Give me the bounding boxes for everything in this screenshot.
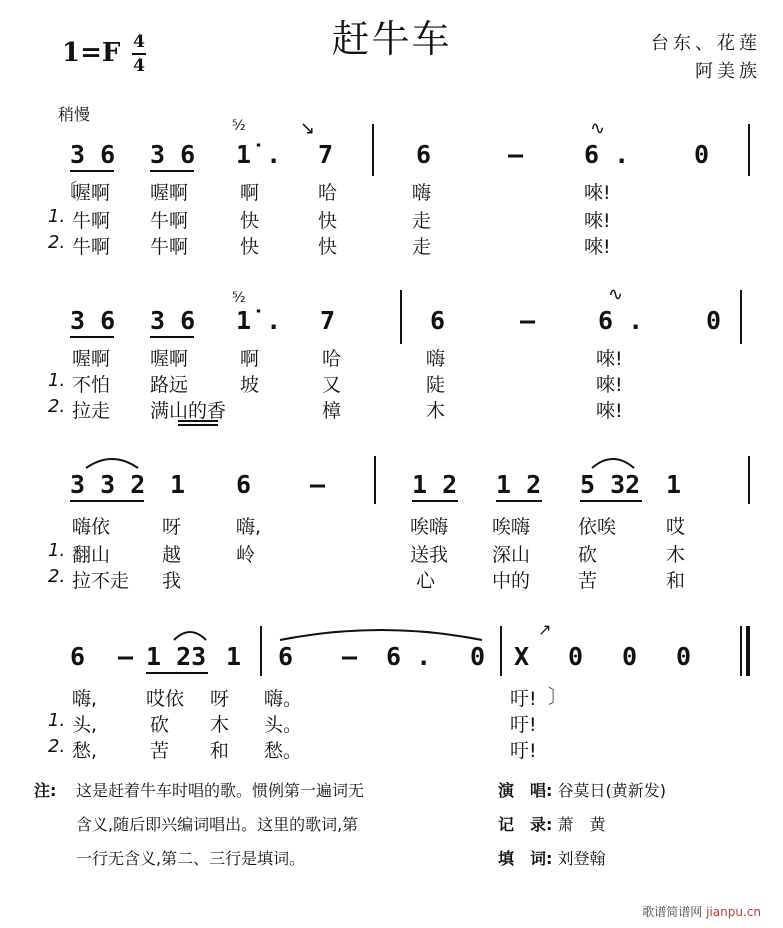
note: 3 6 (70, 306, 116, 335)
note: 7 (320, 306, 336, 335)
verse-label: 1. (48, 206, 66, 227)
footnote-line: 这是赶着牛车时唱的歌。惯例第一遍词无 (76, 781, 365, 800)
note: 3 6 (150, 306, 196, 335)
note: 6 . (386, 642, 432, 671)
time-sig-bottom: 4 (133, 56, 145, 76)
note: 1 23 (146, 642, 207, 671)
origin (651, 30, 761, 86)
lyric: 和 (210, 740, 230, 762)
watermark (642, 903, 761, 920)
note: 5 32 (580, 470, 641, 499)
lyric: 嗨。 (264, 688, 303, 710)
verse-label: 1. (48, 540, 66, 561)
lyric: 牛啊 (150, 210, 189, 232)
lyric: 唻! (596, 374, 623, 396)
lyric: 砍 (578, 544, 598, 566)
lyric: 牛啊 (150, 236, 189, 258)
note: 1̇ . (236, 306, 282, 335)
origin-people: 阿美族 (695, 61, 761, 82)
verse-label: 1. (48, 710, 66, 731)
lyric: 呀 (210, 688, 230, 710)
lyric: 快 (240, 210, 260, 232)
lyric: 吁! (510, 714, 537, 736)
lyric: 头, (72, 714, 98, 736)
note: 1 2 (412, 470, 458, 499)
lyric: 翻山 (72, 544, 111, 566)
note: 0 (706, 306, 722, 335)
note: 6 (70, 642, 86, 671)
slide-mark-icon: ↘ (300, 118, 316, 139)
lyric: 中的 (492, 570, 531, 592)
lyric: 喔啊 (72, 182, 111, 204)
lyric: 唉嗨 (410, 516, 449, 538)
lyric: 哈 (318, 182, 338, 204)
lyric: 砍 (150, 714, 170, 736)
lyric: 哎依 (146, 688, 185, 710)
lyric: 吁! (510, 688, 537, 710)
note: 6 (236, 470, 252, 499)
verse-label: 2. (48, 736, 66, 757)
lyric: 唻! (584, 236, 611, 258)
lyric: 嗨, (72, 688, 98, 710)
lyric: 唻! (596, 348, 623, 370)
credit-label: 演 唱: (498, 781, 553, 800)
lyric: 嗨依 (72, 516, 111, 538)
trill-icon: ∿ (590, 118, 606, 139)
lyric: 拉走 (72, 400, 111, 422)
lyric: 喔啊 (72, 348, 111, 370)
lyric: 愁, (72, 740, 98, 762)
note: 1 (170, 470, 186, 499)
lyric: 快 (318, 236, 338, 258)
lyric: 走 (412, 236, 432, 258)
lyric: 深山 (492, 544, 531, 566)
note: 1 2 (496, 470, 542, 499)
note: 6 . (584, 140, 630, 169)
lyric: 唉嗨 (492, 516, 531, 538)
lyric: 呀 (162, 516, 182, 538)
note: X (514, 642, 530, 671)
grace-mark: ⁵⁄₂ (232, 290, 246, 306)
note: 0 (568, 642, 584, 671)
note: – (342, 642, 358, 671)
lyric: 木 (666, 544, 686, 566)
note: 7 (318, 140, 334, 169)
lyric: 苦 (578, 570, 598, 592)
credit-value: 刘登翰 (557, 849, 606, 868)
note-label: 注: (34, 781, 57, 800)
slur-icon (82, 450, 142, 470)
credit-label: 记 录: (498, 815, 553, 834)
note: 6 (416, 140, 432, 169)
note: 0 (694, 140, 710, 169)
credit-label: 填 词: (498, 849, 553, 868)
credits (498, 774, 666, 876)
note: – (118, 642, 134, 671)
credit-value: 谷莫日(黄新发) (557, 781, 666, 800)
lyric: 送我 (410, 544, 449, 566)
note: 1 (666, 470, 682, 499)
lyric: 陡 (426, 374, 446, 396)
lyric: 和 (666, 570, 686, 592)
lyric: 我 (162, 570, 182, 592)
lyric: 快 (240, 236, 260, 258)
note: 3 3 2 (70, 470, 146, 499)
verse-label: 2. (48, 232, 66, 253)
slur-icon (588, 450, 638, 470)
lyric: 吁! (510, 740, 537, 762)
footnote-line: 一行无含义,第二、三行是填词。 (76, 849, 306, 868)
trill-icon: ∿ (608, 284, 624, 305)
note: – (508, 140, 524, 169)
lyric: 啊 (240, 348, 260, 370)
lyric: 越 (162, 544, 182, 566)
lyric: 快 (318, 210, 338, 232)
slur-icon (170, 624, 210, 642)
lyric: 喔啊 (150, 182, 189, 204)
credit-value: 萧 黄 (557, 815, 606, 834)
grace-mark: ⁵⁄₂ (232, 118, 246, 134)
tempo-marking: 稍慢 (58, 105, 91, 124)
lyric: 岭 (236, 544, 256, 566)
note: – (310, 470, 326, 499)
lyric: 嗨 (426, 348, 446, 370)
lyric: 走 (412, 210, 432, 232)
breath-mark-icon: ↗ (538, 620, 552, 639)
note: 3 6 (150, 140, 196, 169)
note: 1 (226, 642, 242, 671)
note: 3 6 (70, 140, 116, 169)
lyric: 樟 (322, 400, 342, 422)
note: 0 (676, 642, 692, 671)
watermark-url: jianpu.cn (706, 905, 761, 919)
note: 6 (430, 306, 446, 335)
key-signature: 1=F (62, 38, 121, 68)
lyric: 唻! (596, 400, 623, 422)
lyric: 嗨 (412, 182, 432, 204)
lyric: 木 (426, 400, 446, 422)
lyric: 愁。 (264, 740, 303, 762)
lyric: 拉不走 (72, 570, 130, 592)
verse-label: 1. (48, 370, 66, 391)
note: 0 (470, 642, 486, 671)
lyric: 依唉 (578, 516, 617, 538)
note: 6 (278, 642, 294, 671)
time-signature (132, 32, 146, 76)
lyric: 满山的香 (150, 400, 227, 422)
note: 6 . (598, 306, 644, 335)
note: – (520, 306, 536, 335)
lyric: 苦 (150, 740, 170, 762)
note: 0 (622, 642, 638, 671)
lyric: 不怕 (72, 374, 111, 396)
lyric: 路远 (150, 374, 189, 396)
lyric: 心 (416, 570, 436, 592)
watermark-text: 歌谱简谱网 (642, 905, 703, 919)
lyric: 又 (322, 374, 342, 396)
lyric: 哎 (666, 516, 686, 538)
tie-icon (276, 620, 486, 642)
lyric: 啊 (240, 182, 260, 204)
lyric: 牛啊 (72, 210, 111, 232)
lyric: 唻! (584, 210, 611, 232)
footnote-line: 含义,随后即兴编词唱出。这里的歌词,第 (76, 815, 359, 834)
song-title: 赶牛车 (331, 17, 452, 61)
note: 1̇ . (236, 140, 282, 169)
time-sig-top: 4 (133, 32, 145, 52)
lyric: 嗨, (236, 516, 262, 538)
verse-label: 2. (48, 566, 66, 587)
lyric: 唻! (584, 182, 611, 204)
lyric: 牛啊 (72, 236, 111, 258)
footnote (76, 774, 476, 876)
verse-label: 2. (48, 396, 66, 417)
lyric: 木 (210, 714, 230, 736)
lyric: 哈 (322, 348, 342, 370)
lyric: 喔啊 (150, 348, 189, 370)
lyric: 头。 (264, 714, 303, 736)
origin-region: 台东、花莲 (651, 33, 761, 54)
lyric: 坡 (240, 374, 260, 396)
